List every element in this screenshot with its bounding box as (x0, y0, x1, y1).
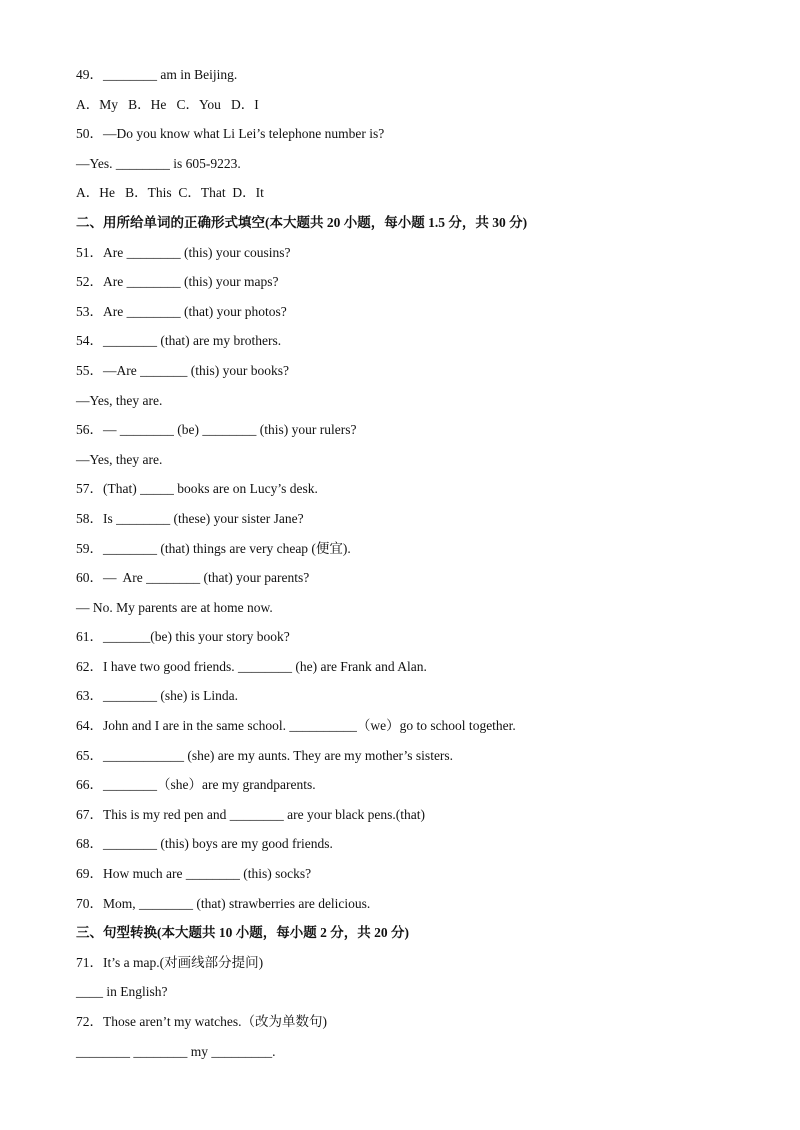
question-53: 53．Are ________ (that) your photos? (76, 303, 287, 319)
question-72-answer-line: ________ ________ my _________. (76, 1043, 276, 1059)
exam-page (76, 60, 766, 1066)
question-63: 63．________ (she) is Linda. (76, 688, 238, 704)
question-50-reply: —Yes. ________ is 605-9223. (76, 155, 241, 171)
question-51: 51．Are ________ (this) your cousins? (76, 244, 291, 260)
question-56-reply: —Yes, they are. (76, 451, 163, 467)
question-56: 56．— ________ (be) ________ (this) your rulers? (76, 422, 357, 438)
section-3-heading: 三、句型转换(本大题共 10 小题，每小题 2 分，共 20 分) (76, 925, 409, 941)
question-52: 52．Are ________ (this) your maps? (76, 274, 279, 290)
question-55: 55．—Are _______ (this) your books? (76, 362, 289, 378)
question-50: 50．—Do you know what Li Lei’s telephone number is? (76, 126, 385, 142)
question-69: 69．How much are ________ (this) socks? (76, 866, 312, 882)
question-55-reply: —Yes, they are. (76, 392, 163, 408)
question-61: 61．_______(be) this your story book? (76, 629, 290, 645)
question-49: 49．________ am in Beijing. (76, 67, 238, 82)
question-57: 57．(That) _____ books are on Lucy’s desk. (76, 481, 318, 497)
question-60: 60．— Are ________ (that) your parents? (76, 570, 310, 586)
question-72: 72．Those aren’t my watches.（改为单数句) (76, 1014, 327, 1029)
question-71: 71．It’s a map.(对画线部分提问) (76, 954, 264, 970)
question-71-answer-line: ____ in English? (76, 984, 168, 1000)
question-70: 70．Mom, ________ (that) strawberries are delicious. (76, 895, 371, 911)
question-58: 58．Is ________ (these) your sister Jane? (76, 510, 304, 526)
question-62: 62．I have two good friends. ________ (he) are Frank and Alan. (76, 658, 427, 674)
question-60-reply: — No. My parents are at home now. (76, 599, 273, 615)
question-64: 64．John and I are in the same school. __________（we）go to school together. (76, 718, 516, 734)
options-49: A．My B．He C．You D．I (76, 96, 259, 112)
question-59: 59．________ (that) things are very cheap (便宜). (76, 540, 351, 556)
question-66: 66．________（she）are my grandparents. (76, 777, 316, 793)
question-54: 54．________ (that) are my brothers. (76, 333, 282, 349)
question-68: 68．________ (this) boys are my good friends. (76, 836, 333, 852)
question-65: 65．____________ (she) are my aunts. They are my mother’s sisters. (76, 747, 454, 763)
question-67: 67．This is my red pen and ________ are your black pens.(that) (76, 806, 426, 822)
options-50: A．He B．This C．That D．It (76, 185, 264, 201)
section-2-heading: 二、用所给单词的正确形式填空(本大题共 20 小题，每小题 1.5 分，共 30 分) (76, 214, 528, 230)
